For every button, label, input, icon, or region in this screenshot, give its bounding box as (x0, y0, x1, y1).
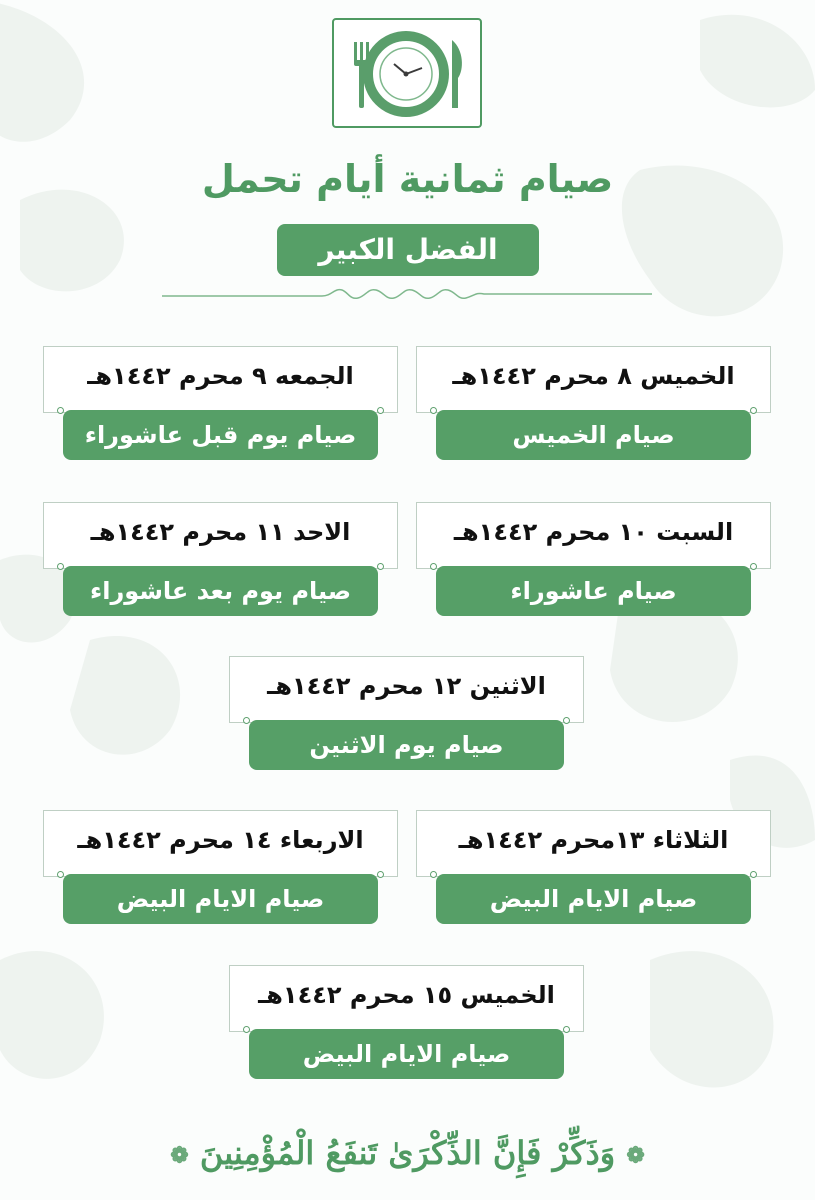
wavy-divider (162, 280, 652, 310)
corner-dot (243, 1026, 250, 1033)
day-label: صيام يوم بعد عاشوراء (63, 566, 378, 616)
page-subtitle: الفضل الكبير (277, 224, 539, 276)
day-label: صيام الخميس (436, 410, 751, 460)
corner-dot (430, 871, 437, 878)
day-date: الجمعه ٩ محرم ١٤٤٢هـ (43, 346, 398, 413)
day-card-friday-9 (43, 346, 398, 461)
floral-ornament-icon: ❁ (170, 1142, 189, 1169)
plate-clock-icon (334, 20, 480, 126)
day-label: صيام يوم قبل عاشوراء (63, 410, 378, 460)
corner-dot (430, 407, 437, 414)
day-date: الخميس ٨ محرم ١٤٤٢هـ (416, 346, 771, 413)
day-card-saturday-10 (416, 502, 771, 617)
day-label: صيام الايام البيض (63, 874, 378, 924)
day-date: الاحد ١١ محرم ١٤٤٢هـ (43, 502, 398, 569)
day-label: صيام يوم الاثنين (249, 720, 564, 770)
day-card-tuesday-13 (416, 810, 771, 925)
day-label: صيام الايام البيض (249, 1029, 564, 1079)
day-date: الاربعاء ١٤ محرم ١٤٤٢هـ (43, 810, 398, 877)
logo-plate-icon (332, 18, 482, 128)
corner-dot (750, 563, 757, 570)
day-card-sunday-11 (43, 502, 398, 617)
corner-dot (57, 563, 64, 570)
day-card-thursday-15 (229, 965, 584, 1080)
day-card-monday-12 (229, 656, 584, 771)
page-title: صيام ثمانية أيام تحمل (201, 157, 614, 201)
day-card-thursday-8 (416, 346, 771, 461)
day-date: الاثنين ١٢ محرم ١٤٤٢هـ (229, 656, 584, 723)
day-label: صيام الايام البيض (436, 874, 751, 924)
floral-ornament-icon: ❁ (626, 1142, 645, 1169)
corner-dot (243, 717, 250, 724)
corner-dot (57, 871, 64, 878)
corner-dot (563, 717, 570, 724)
corner-dot (377, 563, 384, 570)
quran-verse-footer (100, 1128, 715, 1181)
corner-dot (750, 407, 757, 414)
day-card-wednesday-14 (43, 810, 398, 925)
day-date: الخميس ١٥ محرم ١٤٤٢هـ (229, 965, 584, 1032)
corner-dot (377, 407, 384, 414)
corner-dot (430, 563, 437, 570)
day-date: السبت ١٠ محرم ١٤٤٢هـ (416, 502, 771, 569)
quran-verse: وَذَكِّرْ فَإِنَّ الذِّكْرَىٰ تَنفَعُ الْمُؤْمِنِينَ (199, 1134, 616, 1172)
corner-dot (563, 1026, 570, 1033)
corner-dot (57, 407, 64, 414)
corner-dot (377, 871, 384, 878)
day-date: الثلاثاء ١٣محرم ١٤٤٢هـ (416, 810, 771, 877)
corner-dot (750, 871, 757, 878)
day-label: صيام عاشوراء (436, 566, 751, 616)
